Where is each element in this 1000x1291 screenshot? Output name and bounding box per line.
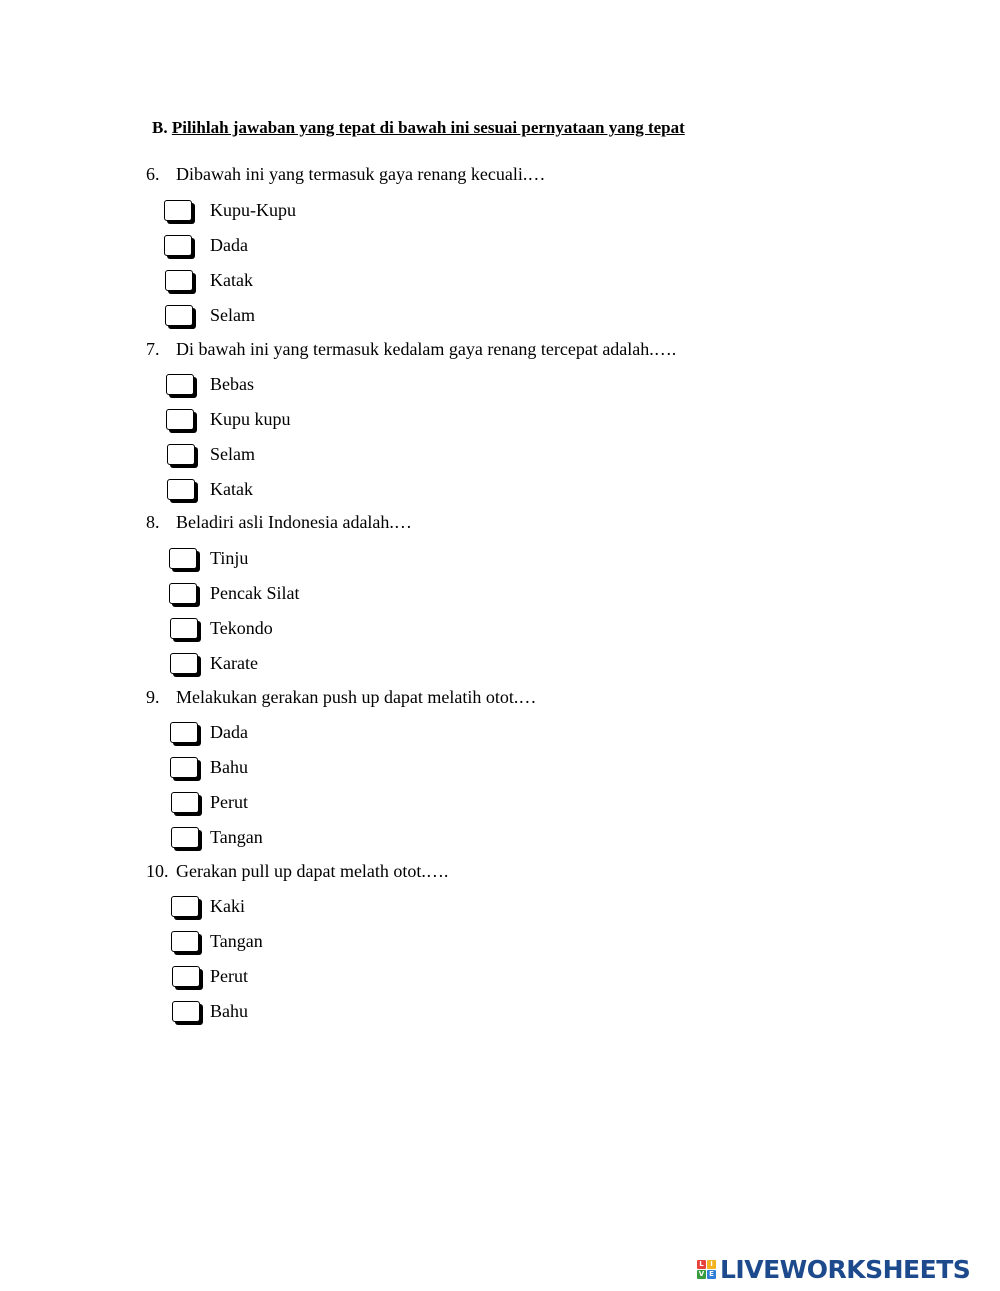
answer-checkbox[interactable] (171, 792, 199, 813)
question-text: Di bawah ini yang termasuk kedalam gaya renang tercepat adalah.…. (176, 339, 677, 359)
answer-checkbox[interactable] (171, 931, 199, 952)
question-number: 10. (146, 861, 169, 881)
option-9c[interactable] (0, 792, 400, 816)
answer-checkbox[interactable] (164, 200, 192, 221)
answer-checkbox[interactable] (169, 583, 197, 604)
answer-checkbox[interactable] (167, 444, 195, 465)
answer-checkbox[interactable] (172, 1001, 200, 1022)
question-text: Beladiri asli Indonesia adalah.… (176, 512, 412, 532)
answer-checkbox[interactable] (171, 896, 199, 917)
option-label: Bebas (210, 374, 254, 394)
option-label: Karate (210, 653, 258, 673)
option-label: Tinju (210, 548, 249, 568)
option-label: Kupu-Kupu (210, 200, 296, 220)
answer-checkbox[interactable] (166, 374, 194, 395)
option-6d[interactable] (0, 305, 400, 329)
option-9d[interactable] (0, 827, 400, 851)
option-label: Perut (210, 966, 248, 986)
option-label: Perut (210, 792, 248, 812)
option-8a[interactable] (0, 548, 400, 572)
option-label: Dada (210, 722, 248, 742)
option-10c[interactable] (0, 966, 400, 990)
answer-checkbox[interactable] (164, 235, 192, 256)
option-7a[interactable] (0, 374, 400, 398)
badge-letter: L (697, 1260, 706, 1269)
answer-checkbox[interactable] (171, 827, 199, 848)
option-8b[interactable] (0, 583, 400, 607)
option-10d[interactable] (0, 1001, 400, 1025)
question-text: Melakukan gerakan push up dapat melatih otot.… (176, 687, 537, 707)
answer-checkbox[interactable] (170, 618, 198, 639)
question-number: 9. (146, 687, 160, 707)
badge-letter: E (707, 1270, 716, 1279)
question-9 (146, 687, 536, 708)
answer-checkbox[interactable] (165, 270, 193, 291)
answer-checkbox[interactable] (170, 757, 198, 778)
option-10a[interactable] (0, 896, 400, 920)
question-text: Gerakan pull up dapat melath otot.…. (176, 861, 449, 881)
answer-checkbox[interactable] (169, 548, 197, 569)
option-7b[interactable] (0, 409, 400, 433)
question-10 (146, 861, 448, 882)
question-7 (146, 339, 676, 360)
option-label: Selam (210, 305, 255, 325)
badge-letter: I (707, 1260, 716, 1269)
question-6 (146, 164, 545, 185)
section-prefix: B. (152, 118, 168, 137)
question-number: 7. (146, 339, 160, 359)
option-9a[interactable] (0, 722, 400, 746)
answer-checkbox[interactable] (166, 409, 194, 430)
option-label: Tangan (210, 931, 263, 951)
option-10b[interactable] (0, 931, 400, 955)
option-9b[interactable] (0, 757, 400, 781)
option-6a[interactable] (0, 200, 400, 224)
section-instruction: Pilihlah jawaban yang tepat di bawah ini sesuai pernyataan yang tepat (171, 118, 685, 137)
option-7c[interactable] (0, 444, 400, 468)
badge-letter: V (698, 1270, 705, 1278)
question-number: 8. (146, 512, 160, 532)
section-title (152, 118, 685, 138)
question-text: Dibawah ini yang termasuk gaya renang kecuali.… (176, 164, 546, 184)
option-label: Selam (210, 444, 255, 464)
answer-checkbox[interactable] (170, 722, 198, 743)
option-6b[interactable] (0, 235, 400, 259)
option-label: Bahu (210, 1001, 248, 1021)
option-label: Kupu kupu (210, 409, 291, 429)
option-6c[interactable] (0, 270, 400, 294)
answer-checkbox[interactable] (165, 305, 193, 326)
option-label: Katak (210, 479, 253, 499)
option-label: Katak (210, 270, 253, 290)
answer-checkbox[interactable] (172, 966, 200, 987)
option-label: Dada (210, 235, 248, 255)
answer-checkbox[interactable] (170, 653, 198, 674)
option-label: Kaki (210, 896, 245, 916)
answer-checkbox[interactable] (167, 479, 195, 500)
option-label: Tekondo (210, 618, 273, 638)
question-number: 6. (146, 164, 160, 184)
live-badge-icon (697, 1260, 716, 1279)
option-7d[interactable] (0, 479, 400, 503)
option-label: Pencak Silat (210, 583, 300, 603)
option-label: Tangan (210, 827, 263, 847)
option-8c[interactable] (0, 618, 400, 642)
liveworksheets-logo (697, 1255, 970, 1284)
logo-text: LIVEWORKSHEETS (720, 1255, 971, 1284)
option-8d[interactable] (0, 653, 400, 677)
option-label: Bahu (210, 757, 248, 777)
question-8 (146, 512, 412, 533)
